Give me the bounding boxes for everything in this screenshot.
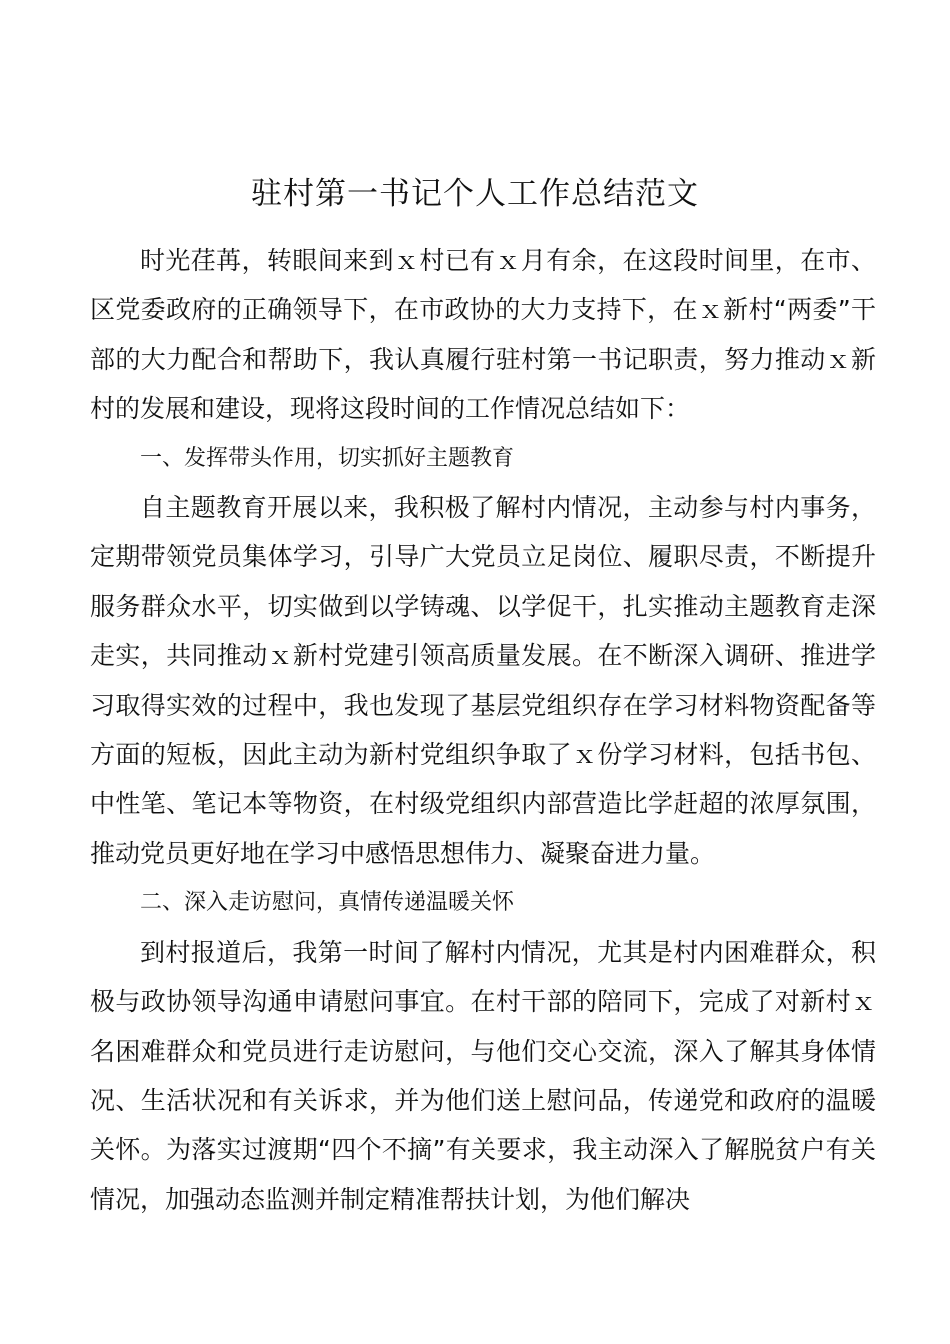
document-title: 驻村第一书记个人工作总结范文 [251,176,699,212]
section-2-paragraph: 到村报道后，我第一时间了解村内情况，尤其是村内困难群众，积极与政协领导沟通申请慰问事宜。在村干部的陪同下，完成了对新村ｘ名困难群众和党员进行走访慰问，与他们交心交流，深入了解其身体情况、生活状况和有关诉求，并为他们送上慰问品，传递党和政府的温暖关怀。为落实过渡期“四个不摘”有关要求，我主动深入了解脱贫户有关情况，加强动态监测并制定精准帮扶计划，为他们解决 [90,937,876,1214]
section-heading-2: 二、深入走访慰问，真情传递温暖关怀 [140,890,515,916]
section-1-paragraph: 自主题教育开展以来，我积极了解村内情况，主动参与村内事务，定期带领党员集体学习，引导广大党员立足岗位、履职尽责，不断提升服务群众水平，切实做到以学铸魂、以学促干，扎实推动主题教育走深走实，共同推动ｘ新村党建引领高质量发展。在不断深入调研、推进学习取得实效的过程中，我也发现了基层党组织存在学习材料物资配备等方面的短板，因此主动为新村党组织争取了ｘ份学习材料，包括书包、中性笔、笔记本等物资，在村级党组织内部营造比学赶超的浓厚氛围，推动党员更好地在学习中感悟思想伟力、凝聚奋进力量。 [90,493,876,868]
document-body [90,236,876,1224]
intro-paragraph: 时光荏苒，转眼间来到ｘ村已有ｘ月有余，在这段时间里，在市、区党委政府的正确领导下，在市政协的大力支持下，在ｘ新村“两委”干部的大力配合和帮助下，我认真履行驻村第一书记职责，努力推动ｘ新村的发展和建设，现将这段时间的工作情况总结如下： [90,246,876,424]
section-heading-1: 一、发挥带头作用，切实抓好主题教育 [140,445,515,471]
